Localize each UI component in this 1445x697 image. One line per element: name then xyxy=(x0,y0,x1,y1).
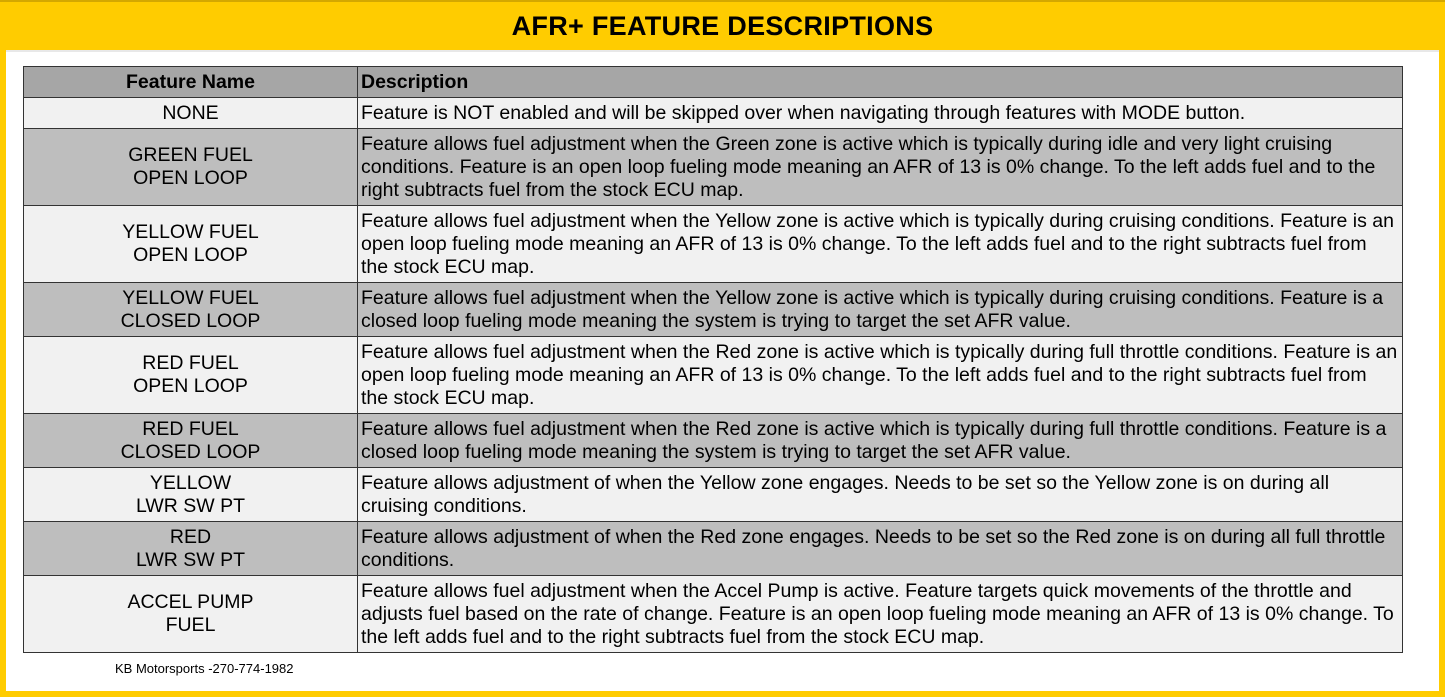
feature-description: Feature allows adjustment of when the Yellow zone engages. Needs to be set so the Yellow zone is on during all cruising conditions. xyxy=(358,468,1403,522)
table-row xyxy=(24,576,1403,653)
feature-table xyxy=(23,66,1403,653)
feature-name: YELLOW FUEL CLOSED LOOP xyxy=(24,283,358,337)
divider xyxy=(6,50,1439,52)
feature-name: RED FUEL CLOSED LOOP xyxy=(24,414,358,468)
table-row xyxy=(24,468,1403,522)
feature-name: GREEN FUEL OPEN LOOP xyxy=(24,129,358,206)
feature-description: Feature allows fuel adjustment when the Yellow zone is active which is typically during cruising conditions. Feature is an open loop fueling mode meaning an AFR of 13 is 0% change. To the left adds fuel and to the right subtracts fuel from the stock ECU map. xyxy=(358,206,1403,283)
feature-name: ACCEL PUMP FUEL xyxy=(24,576,358,653)
feature-name: NONE xyxy=(24,98,358,129)
feature-description: Feature allows fuel adjustment when the Accel Pump is active. Feature targets quick movements of the throttle and adjusts fuel based on the rate of change. Feature is an open loop fueling mode meaning an AFR of 13 is 0% change. To the left adds fuel and to the right subtracts fuel from the stock ECU map. xyxy=(358,576,1403,653)
feature-description: Feature allows fuel adjustment when the Yellow zone is active which is typically during cruising conditions. Feature is a closed loop fueling mode meaning the system is trying to target the set AFR value. xyxy=(358,283,1403,337)
feature-name: YELLOW FUEL OPEN LOOP xyxy=(24,206,358,283)
feature-description: Feature allows fuel adjustment when the Red zone is active which is typically during full throttle conditions. Feature is a closed loop fueling mode meaning the system is trying to target the set AFR value. xyxy=(358,414,1403,468)
feature-description: Feature allows fuel adjustment when the Green zone is active which is typically during idle and very light cruising conditions. Feature is an open loop fueling mode meaning an AFR of 13 is 0% change. To the left adds fuel and to the right subtracts fuel from the stock ECU map. xyxy=(358,129,1403,206)
table-row xyxy=(24,98,1403,129)
feature-description: Feature is NOT enabled and will be skipped over when navigating through features with MODE button. xyxy=(358,98,1403,129)
feature-description: Feature allows fuel adjustment when the Red zone is active which is typically during full throttle conditions. Feature is an open loop fueling mode meaning an AFR of 13 is 0% change. To the left adds fuel and to the right subtracts fuel from the stock ECU map. xyxy=(358,337,1403,414)
footer-contact: KB Motorsports -270-774-1982 xyxy=(115,661,294,676)
feature-name: YELLOW LWR SW PT xyxy=(24,468,358,522)
feature-name: RED FUEL OPEN LOOP xyxy=(24,337,358,414)
table-row xyxy=(24,129,1403,206)
table-row xyxy=(24,283,1403,337)
table-row xyxy=(24,522,1403,576)
table-header-row xyxy=(24,67,1403,98)
page-title: AFR+ FEATURE DESCRIPTIONS xyxy=(511,10,934,41)
header-description: Description xyxy=(358,67,1403,98)
title-bar xyxy=(0,0,1445,50)
table-row xyxy=(24,414,1403,468)
feature-description: Feature allows adjustment of when the Red zone engages. Needs to be set so the Red zone is on during all full throttle conditions. xyxy=(358,522,1403,576)
feature-name: RED LWR SW PT xyxy=(24,522,358,576)
table-row xyxy=(24,337,1403,414)
header-feature-name: Feature Name xyxy=(24,67,358,98)
table-row xyxy=(24,206,1403,283)
